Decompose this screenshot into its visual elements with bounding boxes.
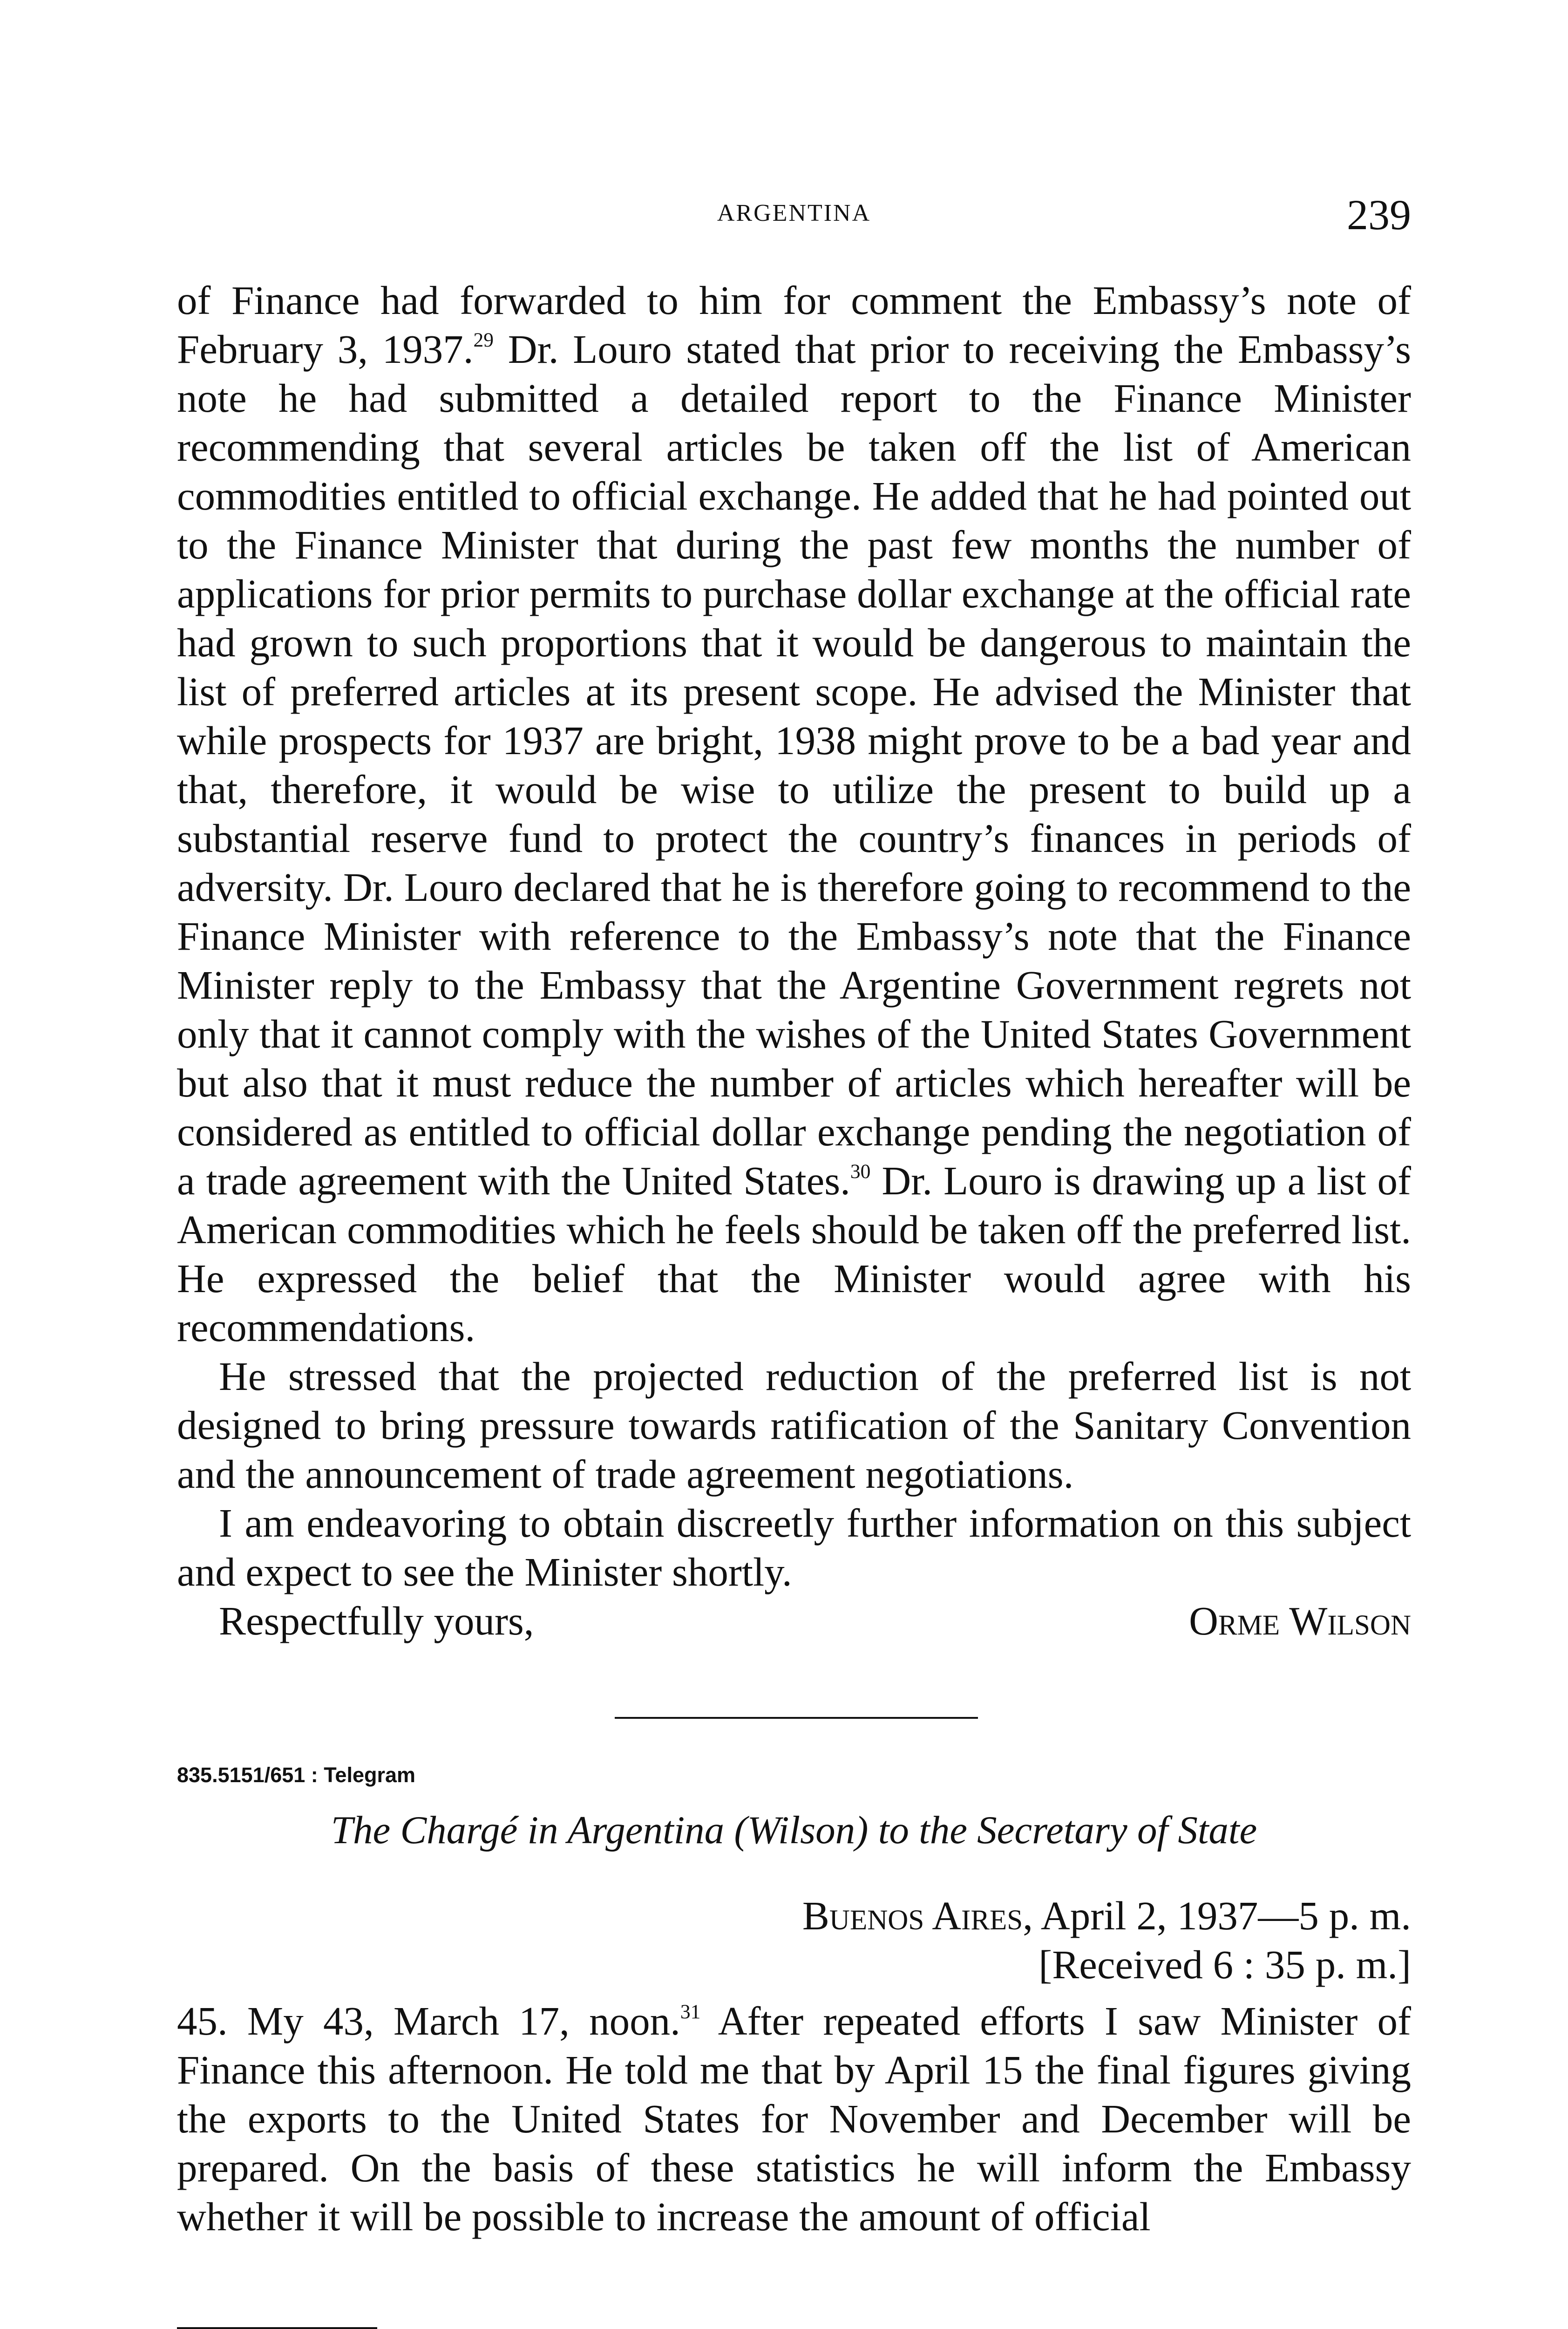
paragraph-text: After repeated efforts I saw Minister of Finance this afternoon. He told me that by April 15 the final figures giving the exports to the United States for November and December will be prepared. On the basis of these statistics he will inform the Embassy whether it will be possible to increase the amount of official [177,1998,1411,2239]
letter-paragraph-3: I am endeavoring to obtain discreetly further information on this subject and expect to see the Minister shortly. [177,1500,1411,1594]
paragraph-text: 45. My 43, March 17, noon. [177,1998,680,2043]
dateline-sent [802,1891,1411,1940]
dateline-received: [Received 6 : 35 p. m.] [1039,1942,1411,1987]
telegram-body [177,1996,1411,2241]
letter-paragraph-1 [177,276,1411,1352]
section-divider [615,1717,978,1719]
letter-closing [177,1596,1411,1645]
paragraph-text: of Finance had forwarded to him for comment the Embassy’s note of February 3, 1937. [177,278,1411,372]
dateline-date: , April 2, 1937—5 p. m. [1023,1893,1411,1938]
signature: Orme Wilson [1189,1598,1411,1643]
complimentary-close: Respectfully yours, [219,1598,534,1643]
dateline [802,1891,1411,1989]
footnote-ref-30: 30 [850,1160,871,1183]
footnote-ref-31: 31 [680,2001,701,2023]
page-header [177,190,1411,241]
footnote-rule [177,2327,377,2329]
document-title: The Chargé in Argentina (Wilson) to the Secretary of State [331,1808,1257,1852]
paragraph-text: Dr. Louro stated that prior to receiving the Embassy’s note he had submitted a detailed report to the Finance Minister recommending that several articles be taken off the list of American commodities entitled to official exchange. He added that he had pointed out to the Finance Minister that during the past few months the number of applications for prior permits to purchase dollar exchange at the official rate had grown to such proportions that it would be dangerous to maintain the list of preferred articles at its present scope. He advised the Minister that while prospects for 1937 are bright, 1938 might prove to be a bad year and that, therefore, it would be wise to utilize the present to build up a substantial reserve fund to protect the country’s finances in periods of adversity. Dr. Louro declared that he is therefore going to recommend to the Finance Minister with reference to the Embassy’s note that the Finance Minister reply to the Embassy that the Argentine Government regrets not only that it cannot comply with the wishes of the United States Government but also that it must reduce the number of articles which hereafter will be considered as entitled to official dollar exchange pending the negotiation of a trade agreement with the United States. [177,327,1412,1203]
footnote-ref-29: 29 [473,329,494,352]
document-reference: 835.5151/651 : Telegram [177,1763,416,1787]
letter-body [177,276,1411,1645]
paragraph-text: Dr. Louro is drawing up a list of American commodities which he feels should be taken off the preferred list. He expressed the belief that the Minister would agree with his recommendations. [177,1158,1412,1350]
letter-paragraph-2: He stressed that the projected reduction of the preferred list is not designed to bring pressure towards ratification of the Sanitary Convention and the announcement of trade agreement negotiations. [177,1354,1411,1497]
running-head: ARGENTINA [717,200,871,226]
dateline-place: Buenos Aires [802,1893,1023,1938]
page-number: 239 [1347,191,1411,238]
telegram-paragraph [177,1996,1411,2241]
